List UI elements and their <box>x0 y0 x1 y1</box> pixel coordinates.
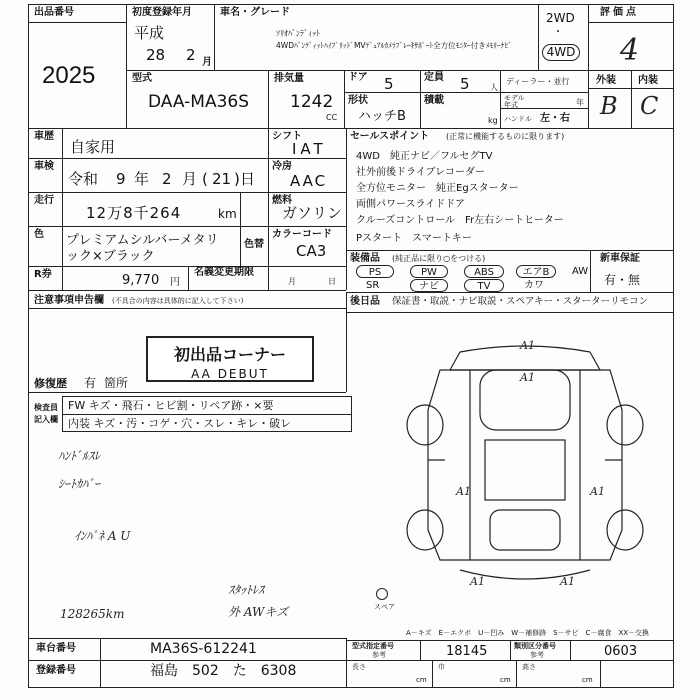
corner-stamp-line2: AA DEBUT <box>191 367 269 381</box>
recycle-label: R券 <box>34 269 52 280</box>
spare-tire-icon <box>376 588 388 600</box>
inspector-row-2: 内装 キズ・汚・コゲ・穴・スレ・キレ・破レ <box>68 417 292 430</box>
equip-tv: TV <box>464 279 504 292</box>
model-year-unit: 年 <box>576 98 584 107</box>
exterior-label: 外装 <box>596 75 616 86</box>
first-reg-month: 2 <box>186 46 196 64</box>
hand-note-5: 外 AWキズ <box>228 605 289 619</box>
shape-label: 形状 <box>348 95 368 106</box>
damage-mark-rear-left: A1 <box>470 575 485 588</box>
chassis-value: MA36S-612241 <box>150 641 257 657</box>
shift-label: シフト <box>272 131 302 142</box>
lot-label: 出品番号 <box>34 7 74 18</box>
inspection-month: 2 <box>162 170 172 188</box>
selling-point-3: 全方位モニター 純正Egスターター <box>356 183 519 194</box>
designation-sub: 参考 <box>372 651 386 659</box>
damage-mark-rear-right: A1 <box>560 575 575 588</box>
dim-height-label: 高さ <box>522 663 536 671</box>
repair-label: 修復歴 <box>34 377 67 390</box>
grade-label: 評価点 <box>600 7 639 18</box>
inspector-label-2: 記入欄 <box>34 415 58 424</box>
selling-points-note: (正常に機能するものに限ります) <box>446 132 565 141</box>
doors-value: 5 <box>384 75 394 93</box>
selling-point-6: Pスタート スマートキー <box>356 233 472 244</box>
notes-sub: (不具合の内容は具体的に記入して下さい) <box>112 297 244 305</box>
color-code-value: CA3 <box>296 242 327 260</box>
drive-2wd: 2WD <box>546 11 575 25</box>
damage-mark-right: A1 <box>590 485 605 498</box>
load-label: 積載 <box>424 95 444 106</box>
repair-suffix: 箇所 <box>104 376 129 390</box>
fuel-value: ガソリン <box>282 204 343 222</box>
handle-value: 左・右 <box>540 113 570 124</box>
dim-width-label: 巾 <box>438 663 445 671</box>
equip-abs: ABS <box>464 265 504 278</box>
color-value-1: プレミアムシルバーメタリ <box>66 233 219 248</box>
drive-4wd: 4WD <box>546 45 576 59</box>
inspector-label-1: 検査員 <box>34 403 58 412</box>
notes-label: 注意事項申告欄 <box>34 295 104 306</box>
recycle-value: 9,770 <box>122 273 160 288</box>
dim-height-unit: cm <box>582 676 593 684</box>
equip-pw: PW <box>410 265 448 278</box>
selling-point-1: 4WD 純正ナビ／フルセグTV <box>356 151 493 162</box>
first-reg-year: 28 <box>146 46 166 64</box>
model-year-label: モデル年式 <box>504 94 525 109</box>
drive-dot: ・ <box>553 27 563 38</box>
paren-close: ) <box>234 170 240 188</box>
color-change-label: 色替 <box>244 239 264 250</box>
inspection-era: 令和 <box>68 170 99 188</box>
shape-value: ハッチB <box>358 109 406 124</box>
exterior-grade: B <box>600 92 618 120</box>
repair-value: 有 <box>84 376 97 390</box>
equip-airbag: エアB <box>516 265 556 278</box>
first-reg-era: 平成 <box>134 24 165 42</box>
equip-ps: PS <box>356 265 394 278</box>
load-unit: kg <box>488 116 498 125</box>
accessories-label: 後日品 <box>350 296 380 307</box>
equipment-label: 装備品 <box>350 253 380 264</box>
displacement-label: 排気量 <box>274 73 304 84</box>
warranty-options: 有・無 <box>604 273 641 287</box>
equipment-note: (純正品に限り○をつける) <box>392 254 486 263</box>
ac-value: AAC <box>290 172 328 190</box>
spare-label: スペア <box>374 603 395 611</box>
history-label: 車歴 <box>34 131 54 142</box>
warranty-label: 新車保証 <box>600 253 640 264</box>
hand-note-3: ｲﾝﾊﾟﾈ A U <box>74 529 131 543</box>
category-label: 類別区分番号 <box>514 642 556 650</box>
equip-aw: AW <box>572 266 589 277</box>
car-name-line2: 4WDﾊﾞﾝﾃﾞｨｯﾄﾊｲﾌﾞﾘｯﾄﾞMVﾃﾞｭｱﾙｶﾒﾗﾌﾞﾚｰｷｻﾎﾟｰﾄ全方位ﾓﾆﾀｰ付きﾒﾓﾘｰﾅﾋﾞ <box>276 41 512 50</box>
drive-4wd-circled <box>542 44 580 61</box>
corner-stamp <box>146 336 314 382</box>
designation-value: 18145 <box>446 644 488 659</box>
chassis-label: 車台番号 <box>36 643 76 654</box>
inspection-year-unit: 年 <box>134 170 150 188</box>
lot-number: 2025 <box>42 62 96 89</box>
dim-length-unit: cm <box>416 676 427 684</box>
capacity-value: 5 <box>460 75 470 93</box>
registration-value: 福島 502 た 6308 <box>150 663 297 679</box>
doors-label: ドア <box>348 72 368 83</box>
fuel-label: 燃料 <box>272 195 292 206</box>
equip-leather: カワ <box>524 280 544 291</box>
capacity-unit: 人 <box>490 83 498 92</box>
inspection-day-unit: 日 <box>240 170 256 188</box>
category-sub: 参考 <box>530 651 544 659</box>
accessories-value: 保証書・取説・ナビ取説・スペアキー・スターターリモコン <box>392 296 649 307</box>
mileage-value: 12万8千264 <box>86 204 182 222</box>
damage-legend: A－キズ E－エクボ U－凹み W－補修跡 S－サビ C－腐食 XX－交換 <box>406 629 650 637</box>
car-name-label: 車名・グレード <box>220 7 290 18</box>
damage-mark-front: A1 <box>520 339 535 352</box>
inspector-row-1: FW キズ・飛石・ヒビ割・リペア跡・×要 <box>68 399 274 412</box>
equip-sr: SR <box>366 280 380 291</box>
selling-points-label: セールスポイント <box>350 131 430 142</box>
interior-label: 内装 <box>638 75 658 86</box>
inspection-day: 21 <box>212 170 232 188</box>
selling-point-5: クルーズコントロール Fr左右シートヒーター <box>356 215 564 226</box>
color-code-label: カラーコード <box>272 229 332 240</box>
registration-label: 登録番号 <box>36 665 76 676</box>
mileage-unit: km <box>218 207 237 221</box>
model-label: 型式 <box>132 73 152 84</box>
shift-value: IAT <box>292 140 327 158</box>
interior-grade: C <box>640 92 659 120</box>
designation-label: 型式指定番号 <box>352 642 394 650</box>
name-change-month-unit: 月 <box>288 277 296 286</box>
hand-note-2: ｼｰﾄｶﾊﾞｰ <box>58 477 101 491</box>
hand-note-4: ｽﾀｯﾄﾚｽ <box>228 583 265 597</box>
inspection-month-unit: 月 <box>182 170 198 188</box>
equip-navi: ナビ <box>410 279 448 292</box>
dealer-label: ディーラー・並行 <box>506 77 570 86</box>
hand-note-6: 128265km <box>60 607 125 621</box>
first-reg-label: 初度登録年月 <box>132 7 192 18</box>
first-reg-month-unit: 月 <box>202 57 212 68</box>
category-value: 0603 <box>604 644 638 659</box>
model-value: DAA-MA36S <box>148 92 250 112</box>
grade-score: 4 <box>620 33 640 68</box>
color-label: 色 <box>34 229 44 240</box>
color-value-2: ック×ブラック <box>66 249 155 264</box>
mileage-label: 走行 <box>34 195 54 206</box>
damage-mark-bonnet: A1 <box>520 371 535 384</box>
damage-mark-left: A1 <box>456 485 471 498</box>
car-name-line1: ｿﾘｵﾊﾞﾝﾃﾞｨｯﾄ <box>276 29 320 38</box>
paren-open: ( <box>202 170 208 188</box>
selling-point-4: 両側パワースライドドア <box>356 199 465 210</box>
history-value: 自家用 <box>70 138 116 156</box>
displacement-unit: CC <box>326 113 338 122</box>
recycle-unit: 円 <box>170 277 180 288</box>
inspection-year: 9 <box>116 170 126 188</box>
capacity-label: 定員 <box>424 72 444 83</box>
handle-label: ハンドル <box>504 115 532 123</box>
hand-note-1: ﾊﾝﾄﾞﾙｽﾚ <box>58 449 101 463</box>
ac-label: 冷房 <box>272 161 292 172</box>
corner-stamp-line1: 初出品コーナー <box>173 345 286 364</box>
name-change-day-unit: 日 <box>328 277 336 286</box>
dim-length-label: 長さ <box>352 663 366 671</box>
dim-width-unit: cm <box>500 676 511 684</box>
selling-point-2: 社外前後ドライブレコーダー <box>356 167 485 178</box>
displacement-value: 1242 <box>290 92 334 112</box>
inspection-label: 車検 <box>34 161 54 172</box>
name-change-label: 名義変更期限 <box>194 267 254 278</box>
